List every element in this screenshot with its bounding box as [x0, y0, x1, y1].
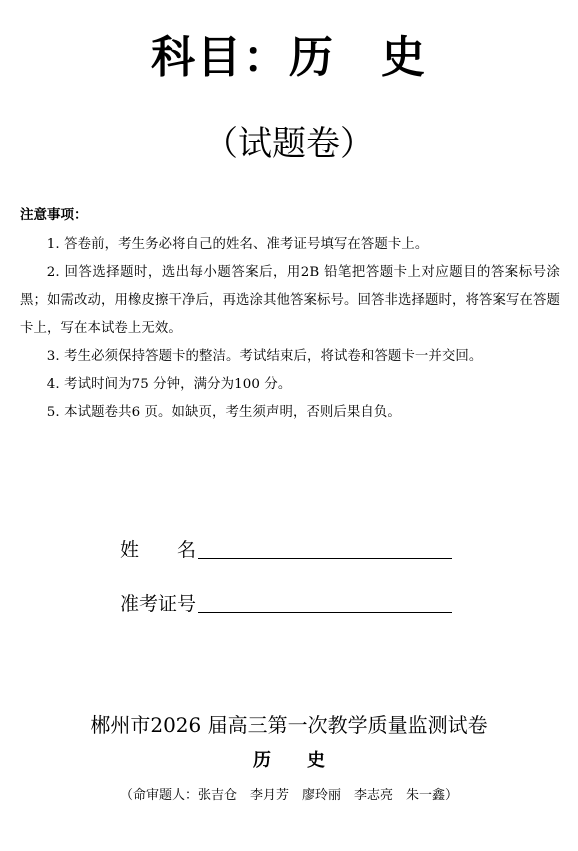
notice-item: 3. 考生必须保持答题卡的整洁。考试结束后，将试卷和答题卡一并交回。 — [46, 349, 483, 364]
exam-title: 郴州市2026 届高三第一次教学质量监测试卷 — [90, 713, 488, 737]
notice-item: 5. 本试题卷共6 页。如缺页，考生须声明，否则后果自负。 — [46, 405, 401, 420]
notice-section — [20, 205, 560, 427]
name-label: 姓 名 — [120, 539, 197, 561]
notice-heading: 注意事项： — [20, 207, 88, 223]
subject-title: 科目：历 史 — [151, 32, 427, 83]
exam-id-field-row — [120, 586, 452, 616]
name-field[interactable] — [198, 538, 452, 559]
exam-subject: 历 史 — [253, 750, 325, 771]
name-field-row — [120, 532, 452, 562]
authors-line: （命审题人：张吉仓 李月芳 廖玲丽 李志亮 朱一鑫） — [119, 788, 458, 803]
paper-type-label: （试题卷） — [204, 124, 374, 164]
exam-id-label: 准考证号 — [120, 593, 197, 615]
notice-item: 4. 考试时间为75 分钟，满分为100 分。 — [46, 377, 292, 392]
notice-item: 2. 回答选择题时，选出每小题答案后，用2B 铅笔把答题卡上对应题目的答案标号涂黑；如需改动，用橡皮擦干净后，再选涂其他答案标号。回答非选择题时，将答案写在答题卡上，写在本试卷上无效。 — [20, 265, 560, 336]
notice-list — [20, 231, 560, 427]
notice-item: 1. 答卷前，考生务必将自己的姓名、准考证号填写在答题卡上。 — [46, 237, 429, 252]
exam-id-field[interactable] — [198, 592, 452, 613]
